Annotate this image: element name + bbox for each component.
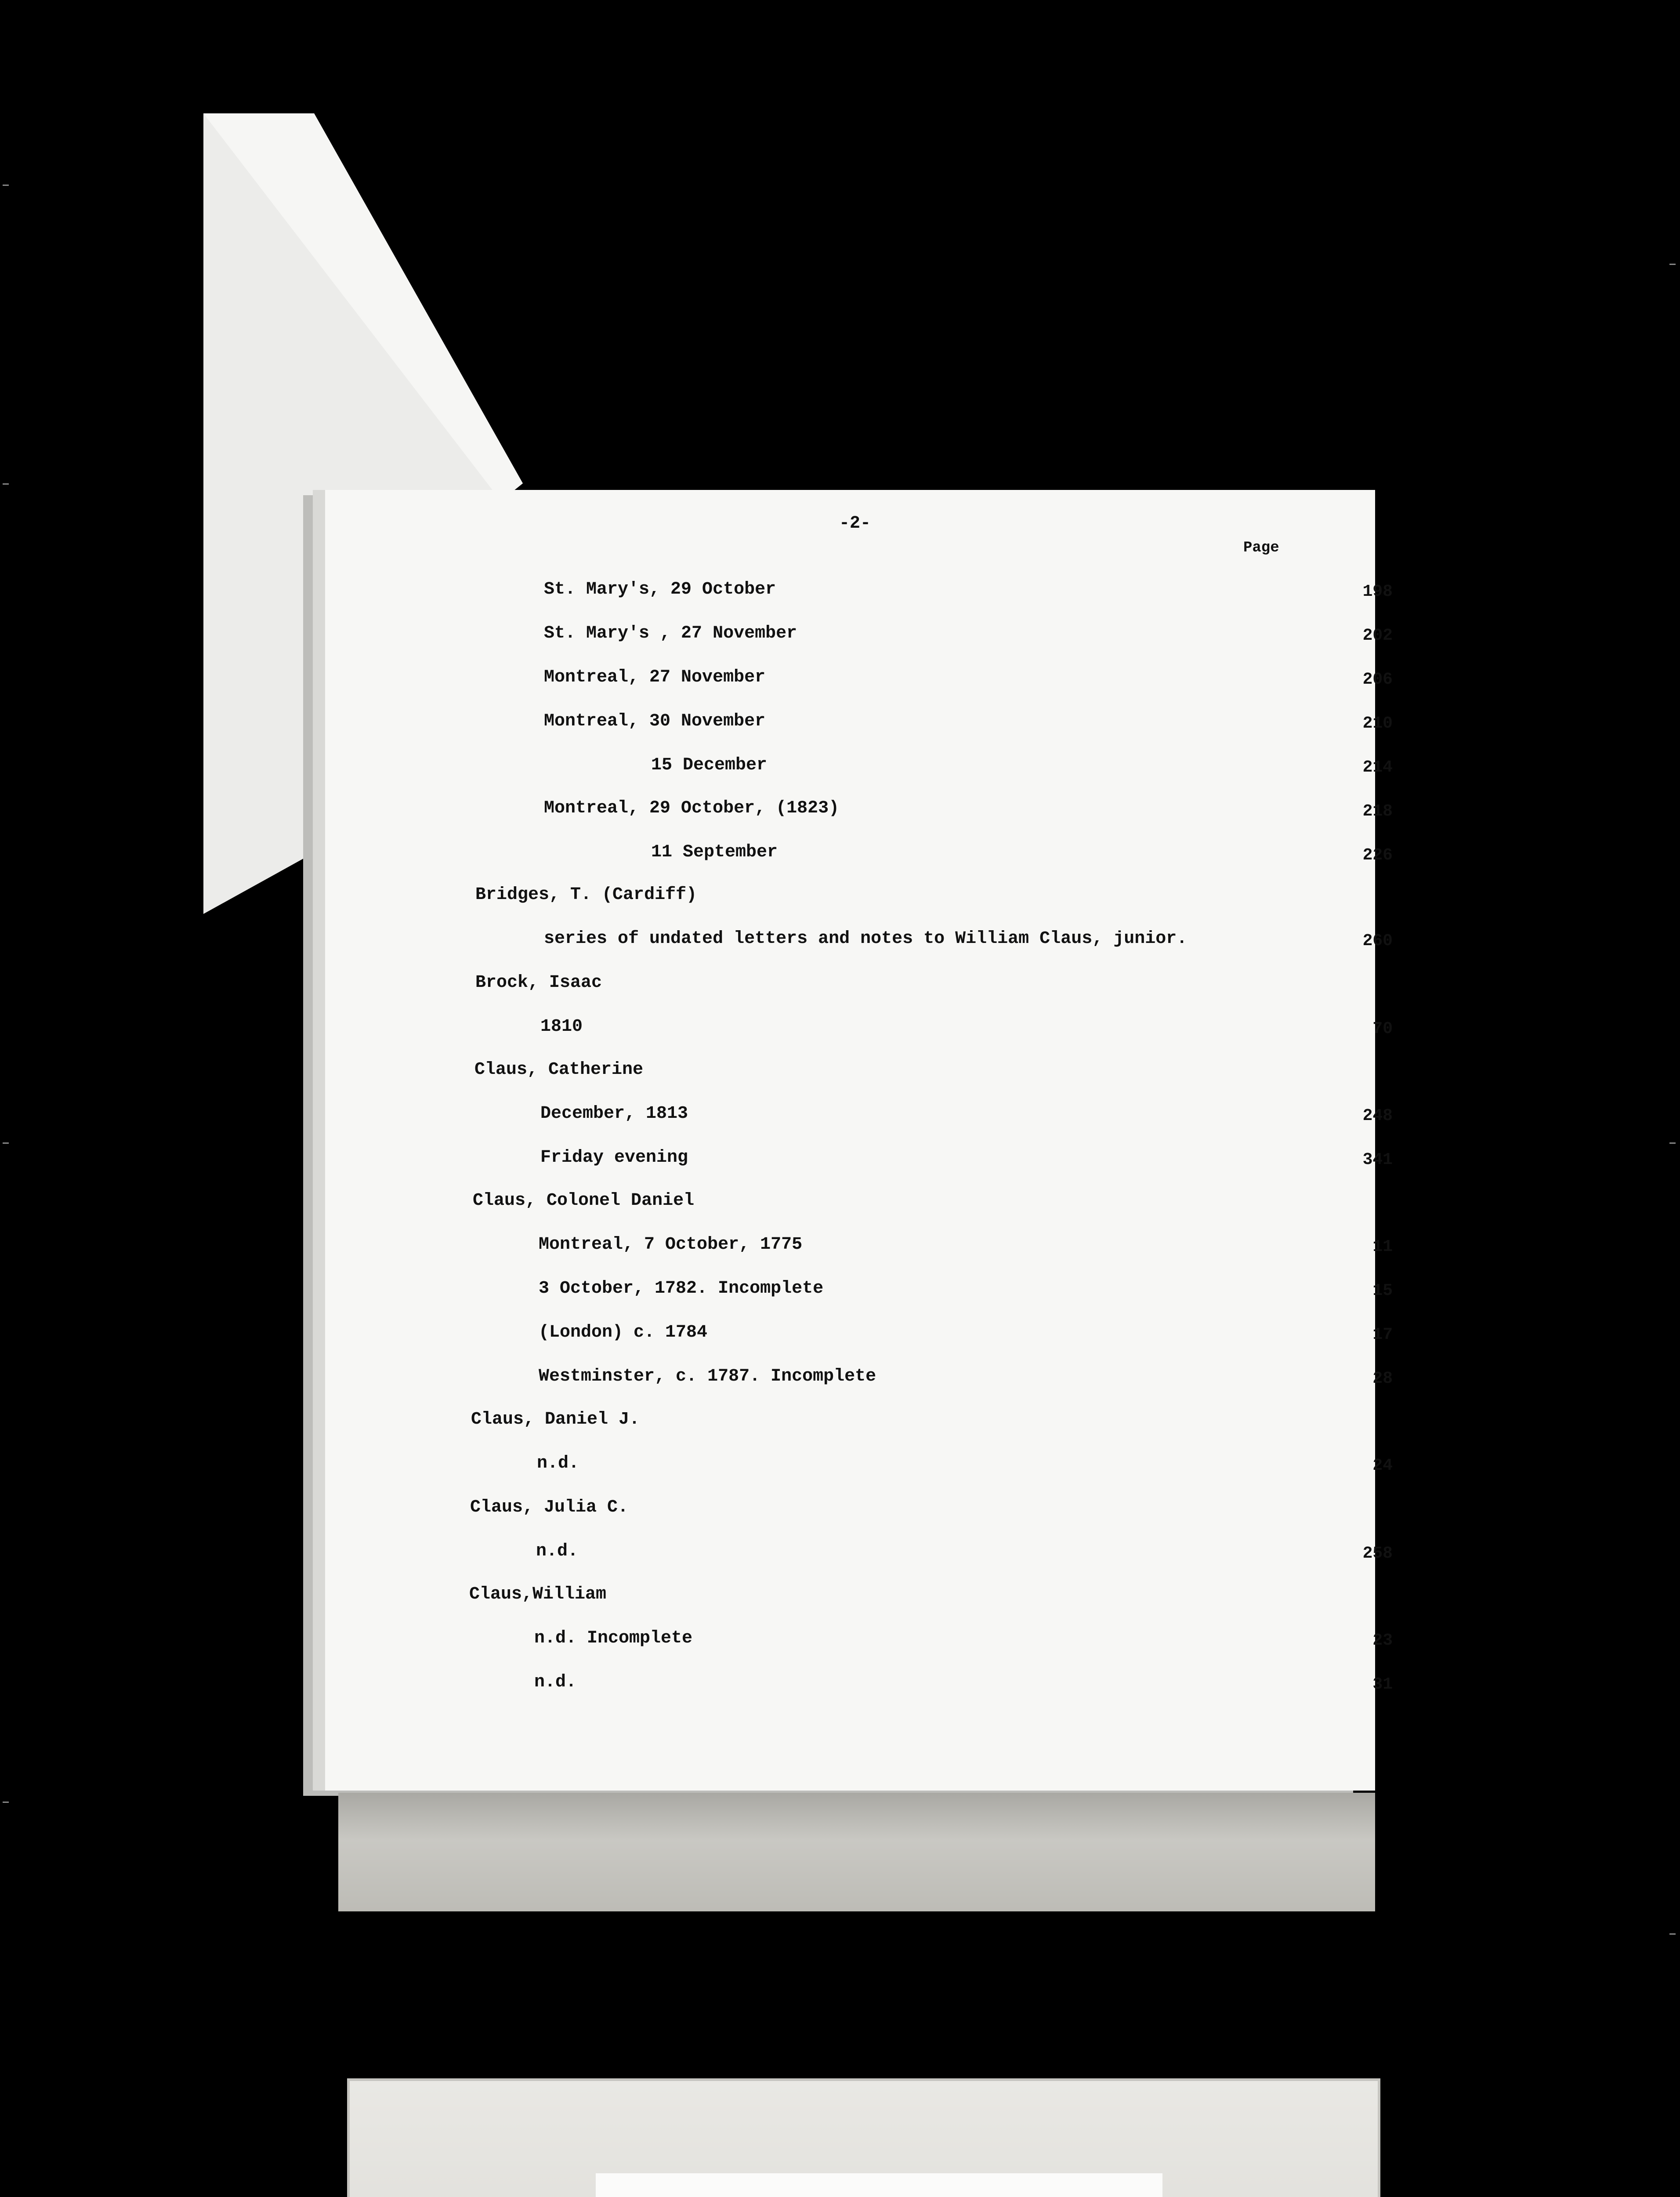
- entry-text: 1810: [540, 1017, 583, 1037]
- name-heading: Claus, Colonel Daniel: [473, 1191, 695, 1211]
- folder-window: [596, 2173, 1162, 2197]
- entry-page: 31: [1372, 1675, 1393, 1694]
- entry-page: 260: [1362, 932, 1393, 950]
- name-heading: Claus, Julia C.: [470, 1497, 629, 1517]
- entry-text: Montreal, 27 November: [544, 667, 766, 687]
- entry-text: (London) c. 1784: [539, 1323, 708, 1342]
- entry-page: 218: [1362, 802, 1393, 821]
- entry-text: St. Mary's , 27 November: [544, 624, 797, 643]
- entry-page: 210: [1362, 714, 1393, 733]
- entry-text: Westminster, c. 1787. Incomplete: [539, 1367, 876, 1386]
- entry-text: 11 September: [651, 842, 778, 862]
- entry-text: n.d.: [534, 1672, 577, 1692]
- name-heading: Claus, Daniel J.: [471, 1410, 640, 1429]
- entry-page: 11: [1372, 1237, 1393, 1256]
- entry-text: Friday evening: [540, 1148, 688, 1167]
- entry-text: n.d. Incomplete: [534, 1628, 693, 1648]
- name-heading: Brock, Isaac: [475, 973, 602, 993]
- entry-page: 248: [1362, 1106, 1393, 1125]
- entry-text: 15 December: [651, 755, 768, 775]
- entry-page: 226: [1362, 846, 1393, 865]
- document-page: [325, 490, 1393, 1791]
- entry-page: 214: [1362, 758, 1393, 777]
- entry-text: n.d.: [536, 1541, 579, 1561]
- entry-text: n.d.: [537, 1454, 579, 1473]
- page-bottom-strip: [338, 1793, 1375, 1911]
- entry-page: 15: [1372, 1281, 1393, 1300]
- entry-page: 341: [1362, 1150, 1393, 1169]
- entry-page: 258: [1362, 1544, 1393, 1563]
- entry-page: 24: [1372, 1456, 1393, 1475]
- entry-text: Montreal, 7 October, 1775: [539, 1235, 803, 1254]
- entry-page: 70: [1372, 1019, 1393, 1038]
- entry-text: 3 October, 1782. Incomplete: [539, 1279, 824, 1298]
- entry-text: Montreal, 29 October, (1823): [544, 798, 840, 818]
- name-heading: Claus,William: [469, 1584, 607, 1604]
- folder-card: [347, 2078, 1380, 2197]
- entry-page: 23: [1372, 1631, 1393, 1650]
- entry-page: 202: [1362, 626, 1393, 645]
- entry-page: 206: [1362, 670, 1393, 689]
- entry-text: December, 1813: [540, 1104, 688, 1124]
- entry-page: 28: [1372, 1369, 1393, 1388]
- name-heading: Claus, Catherine: [474, 1060, 644, 1080]
- entry-page: 17: [1372, 1325, 1393, 1344]
- page-number: -2-: [839, 514, 871, 533]
- page-column-header: Page: [1243, 540, 1279, 556]
- entry-page: 198: [1362, 582, 1393, 601]
- name-heading: Bridges, T. (Cardiff): [475, 885, 697, 905]
- entry-text: Montreal, 30 November: [544, 711, 766, 731]
- entry-text: series of undated letters and notes to William Claus, junior.: [544, 929, 1188, 949]
- entry-text: St. Mary's, 29 October: [544, 580, 776, 599]
